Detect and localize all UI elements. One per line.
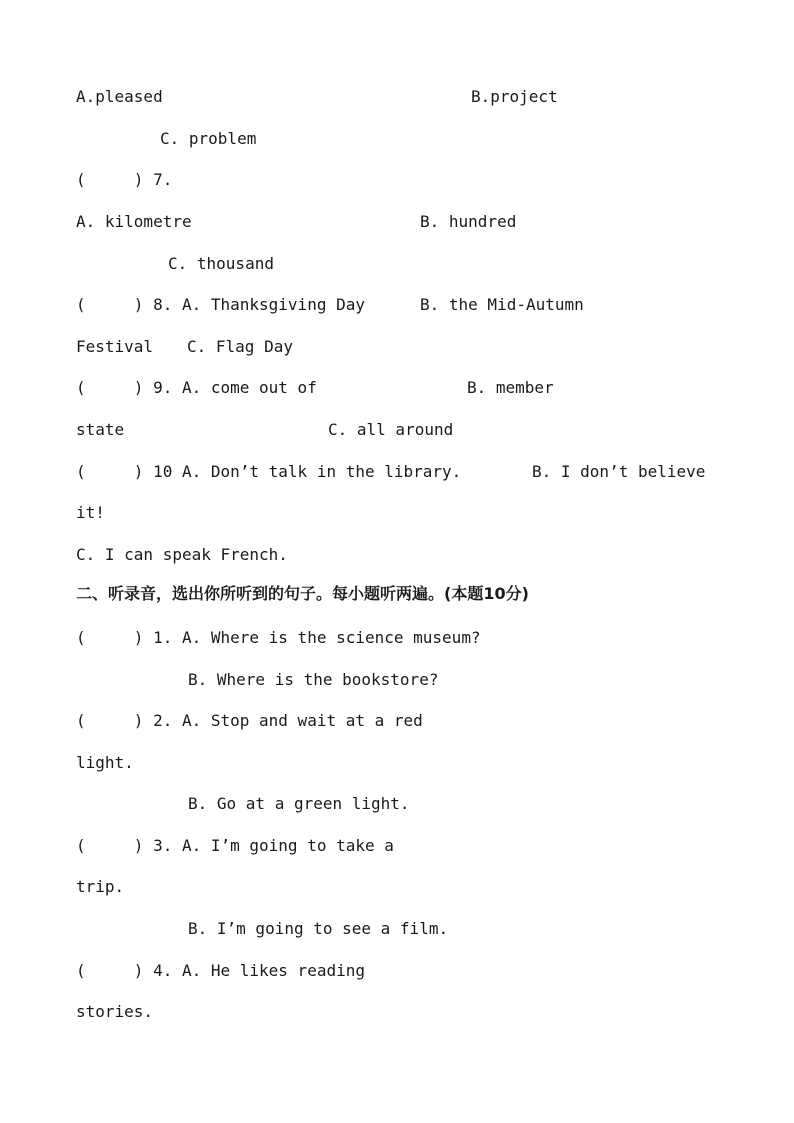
q10-option-b-cont: it! — [76, 503, 105, 522]
q8-option-a: ( ) 8. A. Thanksgiving Day — [76, 295, 365, 314]
s2-q4-option-a-cont: stories. — [76, 1002, 154, 1021]
s2-q2-option-a-cont: light. — [76, 753, 134, 772]
q9-option-a: ( ) 9. A. come out of — [76, 378, 317, 397]
q6-option-b: B.project — [471, 87, 558, 106]
s2-q1-option-b: B. Where is the bookstore? — [188, 670, 439, 689]
q6-option-a: A.pleased — [76, 87, 163, 106]
s2-q4-option-a: ( ) 4. A. He likes reading — [76, 961, 365, 980]
q10-option-c: C. I can speak French. — [76, 545, 288, 564]
s2-q1-option-a: ( ) 1. A. Where is the science museum? — [76, 628, 481, 647]
q7-option-a: A. kilometre — [76, 212, 192, 231]
q7-option-b: B. hundred — [420, 212, 517, 231]
q8-option-b-cont: Festival — [76, 337, 154, 356]
q10-option-a: ( ) 10 A. Don’t talk in the library. — [76, 462, 462, 481]
section-two-heading: 二、听录音，选出你所听到的句子。每小题听两遍。(本题10分) — [76, 584, 529, 603]
s2-q2-option-a: ( ) 2. A. Stop and wait at a red — [76, 711, 423, 730]
q8-option-b: B. the Mid-Autumn — [420, 295, 584, 314]
q7-option-c: C. thousand — [168, 254, 274, 273]
q6-option-c: C. problem — [160, 129, 257, 148]
q7-number: ( ) 7. — [76, 170, 173, 189]
q9-option-c: C. all around — [328, 420, 454, 439]
q10-option-b: B. I don’t believe — [532, 462, 706, 481]
q8-option-c: C. Flag Day — [187, 337, 293, 356]
q9-option-b-cont: state — [76, 420, 125, 439]
s2-q2-option-b: B. Go at a green light. — [188, 794, 410, 813]
s2-q3-option-b: B. I’m going to see a film. — [188, 919, 449, 938]
q9-option-b: B. member — [467, 378, 554, 397]
s2-q3-option-a-cont: trip. — [76, 877, 125, 896]
s2-q3-option-a: ( ) 3. A. I’m going to take a — [76, 836, 394, 855]
